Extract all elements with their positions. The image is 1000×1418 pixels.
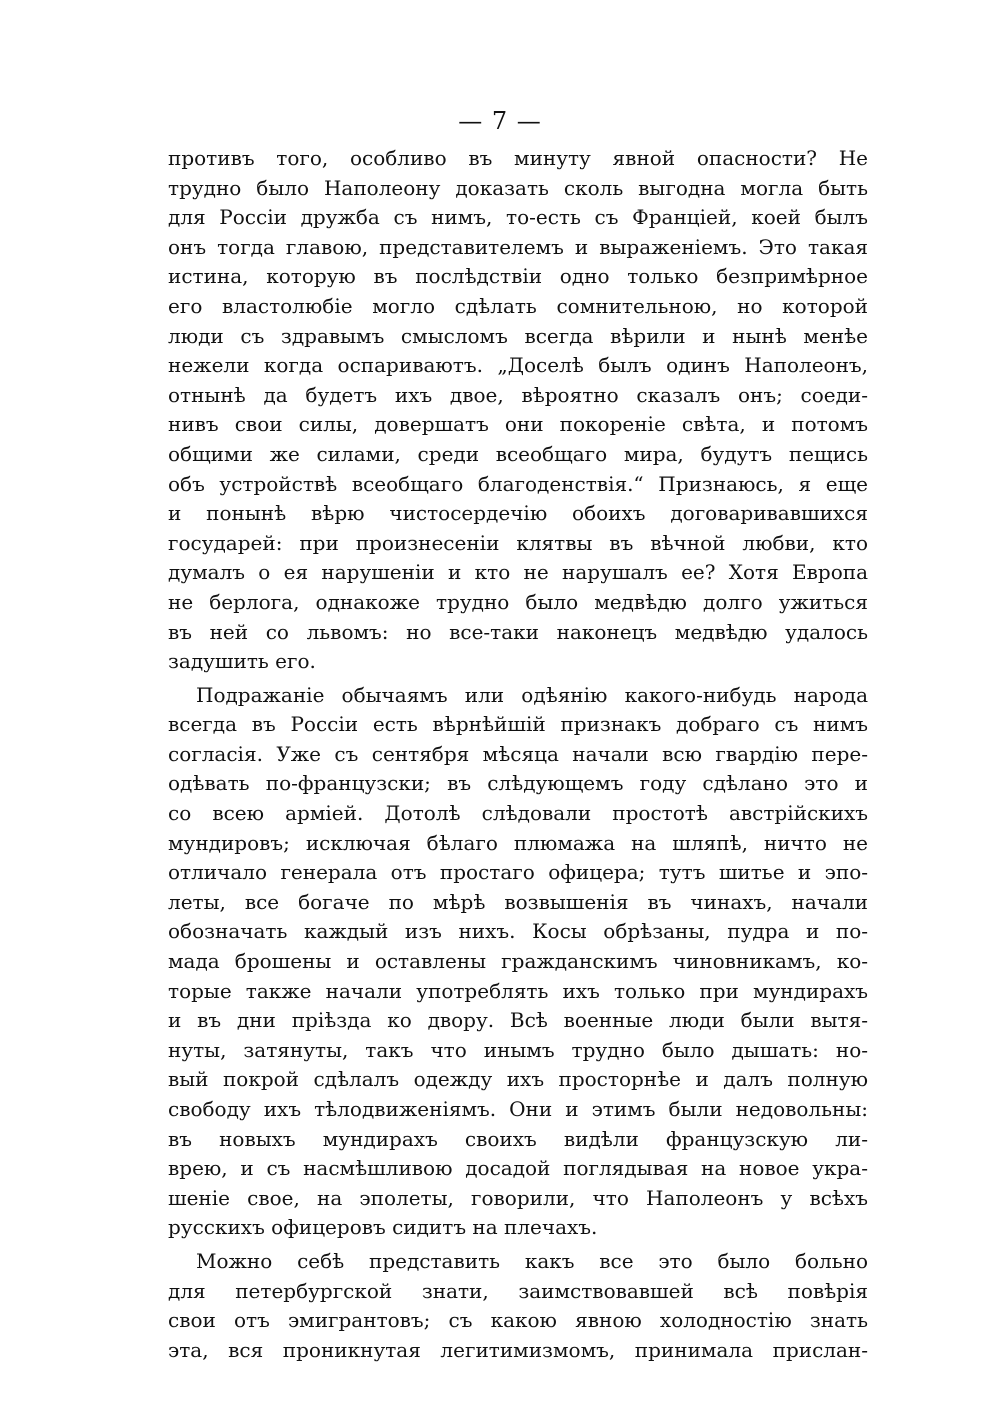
text-line: нуты, затянуты, такъ что инымъ трудно было дышать: но-: [168, 1037, 868, 1062]
text-line: государей: при произнесеніи клятвы въ вѣчной любви, кто: [168, 530, 868, 555]
text-line: мада брошены и оставлены гражданскимъ чиновникамъ, ко-: [168, 949, 868, 974]
text-line: не берлога, однакоже трудно было медвѣдю долго ужиться: [168, 589, 868, 614]
text-line: леты, все богаче по мѣрѣ возвышенія въ чинахъ, начали: [168, 889, 868, 914]
text-line: для Россіи дружба съ нимъ, то-есть съ Франціей, коей былъ: [168, 205, 868, 230]
text-line: объ устройствѣ всеобщаго благоденствія.“ Признаюсь, я еще: [168, 471, 868, 496]
text-line: нежели когда оспариваютъ. „Доселѣ былъ одинъ Наполеонъ,: [168, 353, 868, 378]
text-line: торые также начали употреблять ихъ только при мундирахъ: [168, 978, 868, 1003]
text-line: отличало генерала отъ простаго офицера; тутъ шитье и эпо-: [168, 860, 868, 885]
text-line: врею, и съ насмѣшливою досадой поглядывая на новое укра-: [168, 1156, 868, 1181]
text-line: русскихъ офицеровъ сидитъ на плечахъ.: [168, 1215, 598, 1240]
text-line: свободу ихъ тѣлодвиженіямъ. Они и этимъ были недовольны:: [168, 1097, 868, 1121]
text-line: свои отъ эмигрантовъ; съ какою явною холодностію знать: [168, 1308, 868, 1333]
text-line: трудно было Наполеону доказать сколь выгодна могла быть: [168, 175, 868, 200]
text-line: согласія. Уже съ сентября мѣсяца начали всю гвардію пере-: [168, 741, 868, 766]
text-line: шеніе свое, на эполеты, говорили, что Наполеонъ у всѣхъ: [168, 1185, 868, 1210]
text-line: противъ того, особливо въ минуту явной опасности? Не: [168, 146, 868, 170]
text-line: мундировъ; исключая бѣлаго плюмажа на шляпѣ, ничто не: [168, 830, 868, 855]
paragraph-3: [168, 1247, 868, 1365]
text-line: отнынѣ да будетъ ихъ двое, вѣроятно сказалъ онъ; соеди-: [168, 382, 868, 407]
text-line: со всею арміей. Дотолѣ слѣдовали простотѣ австрійскихъ: [168, 801, 868, 826]
text-line: всегда въ Россіи есть вѣрнѣйшій признакъ добраго съ нимъ: [168, 712, 868, 737]
paragraph-1: [168, 144, 868, 677]
text-line: его властолюбіе могло сдѣлать сомнительною, но которой: [168, 293, 868, 318]
text-line: вый покрой сдѣлалъ одежду ихъ просторнѣе и далъ полную: [168, 1067, 868, 1092]
text-line: одѣвать по-французски; въ слѣдующемъ году сдѣлано это и: [168, 771, 868, 796]
body-text: [168, 144, 868, 1369]
text-line: эта, вся проникнутая легитимизмомъ, принимала прислан-: [168, 1337, 868, 1362]
text-line: въ новыхъ мундирахъ своихъ видѣли французскую ли-: [168, 1126, 868, 1151]
text-line: онъ тогда главою, представителемъ и выраженіемъ. Это такая: [168, 234, 868, 259]
page-number: — 7 —: [458, 107, 542, 135]
text-line: Можно себѣ представить какъ все это было больно: [196, 1248, 868, 1273]
paragraph-2: [168, 681, 868, 1243]
text-line: въ ней со львомъ: но все-таки наконецъ медвѣдю удалось: [168, 619, 868, 644]
text-line: истина, которую въ послѣдствіи одно только безпримѣрное: [168, 264, 868, 289]
text-line: для петербургской знати, заимствовавшей всѣ повѣрія: [168, 1278, 868, 1303]
text-line: и понынѣ вѣрю чистосердечію обоихъ договаривавшихся: [168, 501, 868, 526]
text-line: Подражаніе обычаямъ или одѣянію какого-нибудь народа: [196, 682, 868, 707]
text-line: и въ дни пріѣзда ко двору. Всѣ военные люди были вытя-: [168, 1008, 868, 1033]
text-line: обозначать каждый изъ нихъ. Косы обрѣзаны, пудра и по-: [168, 919, 868, 944]
text-line: задушить его.: [168, 649, 316, 674]
text-line: общими же силами, среди всеобщаго мира, будутъ пещись: [168, 441, 868, 466]
text-line: нивъ свои силы, довершатъ они покореніе свѣта, и потомъ: [168, 412, 868, 437]
text-line: люди съ здравымъ смысломъ всегда вѣрили и нынѣ менѣе: [168, 323, 868, 348]
text-line: думалъ о ея нарушеніи и кто не нарушалъ ее? Хотя Европа: [168, 560, 868, 585]
